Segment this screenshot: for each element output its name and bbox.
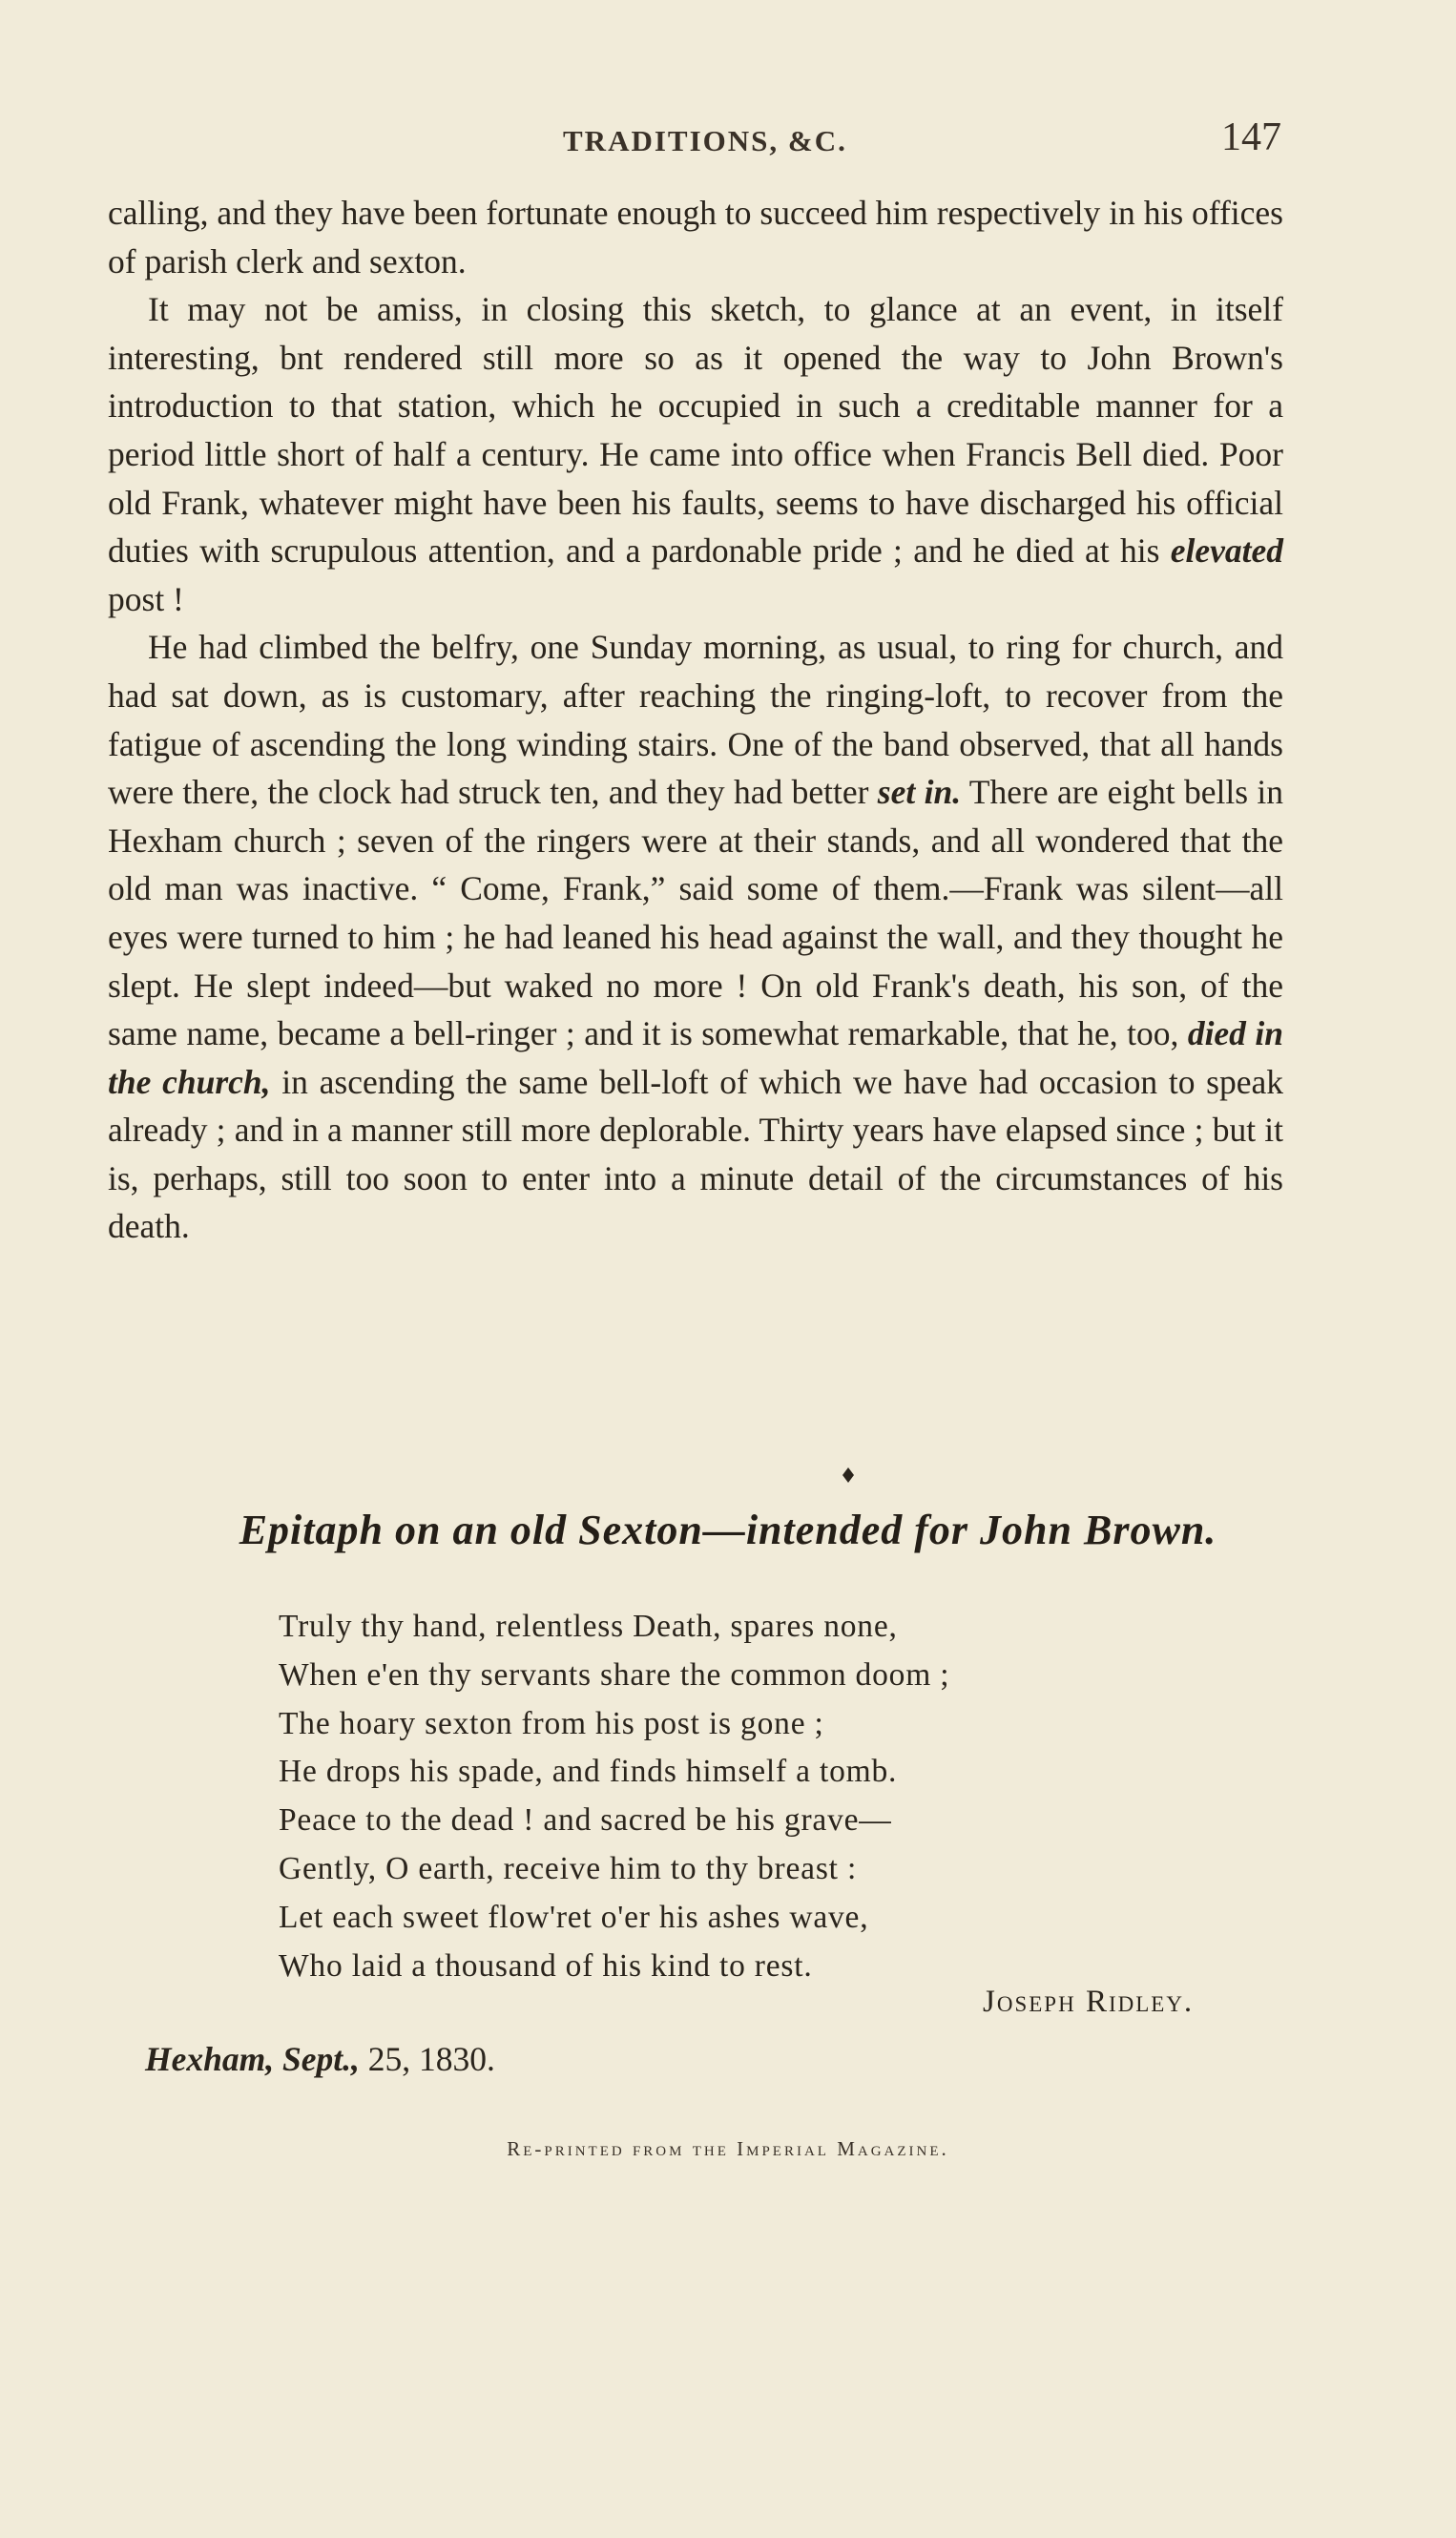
paragraph-3-seg3: in ascending the same bell-loft of which we have had occasion to speak already ; and in a manner still more deplorable. Thirty years have elapsed since ; but it is, perhaps, still too soon to enter into a minute detail of the circumstances of his death. bbox=[108, 1062, 1284, 1246]
dateline-month: Sept., bbox=[281, 2040, 360, 2078]
running-head: TRADITIONS, &C. bbox=[563, 124, 847, 157]
paragraph-2 bbox=[108, 285, 1283, 623]
page-header bbox=[0, 107, 1456, 164]
paragraph-3-seg2: There are eight bells in Hexham church ; seven of the ringers were at their stands, and all wondered that the old man was inactive. “ Come, Frank,” said some of them.—Frank was silent—all eyes were turned to him ; he had leaned his head against the wall, and they thought he slept. He slept indeed—but waked no more ! On old Frank's death, his son, of the same name, became a bell-ringer ; and it is somewhat remarkable, that he, too, bbox=[108, 773, 1284, 1053]
page-number: 147 bbox=[1221, 115, 1281, 159]
poem-line: Let each sweet flow'ret o'er his ashes wave, bbox=[279, 1899, 869, 1935]
poem-line: He drops his spade, and finds himself a tomb. bbox=[279, 1754, 898, 1790]
poem-title: Epitaph on an old Sexton—intended for John Brown. bbox=[239, 1507, 1217, 1553]
poem-line: Who laid a thousand of his kind to rest. bbox=[279, 1947, 813, 1984]
dateline bbox=[145, 2039, 495, 2079]
paragraph-1: calling, and they have been fortunate enough to succeed him respectively in his offices of parish clerk and sexton. bbox=[108, 194, 1283, 281]
paragraph-2-italic: elevated bbox=[1170, 531, 1284, 571]
dateline-place: Hexham, bbox=[145, 2040, 275, 2078]
dateline-rest: 25, 1830. bbox=[359, 2040, 495, 2078]
body-text bbox=[108, 189, 1283, 1251]
paragraph-3-seg1: He had climbed the belfry, one Sunday morning, as usual, to ring for church, and had sat down, as is customary, after reaching the ringing-loft, to recover from the fatigue of ascending the long winding stairs. One of the band observed, that all hands were there, the clock had struck ten, and they had better bbox=[108, 628, 1283, 812]
poem bbox=[279, 1603, 1233, 1990]
paragraph-3-italic2: died in the church, bbox=[108, 1014, 1283, 1101]
poem-signature: Joseph Ridley. bbox=[983, 1985, 1195, 2019]
poem-line: The hoary sexton from his post is gone ; bbox=[279, 1705, 824, 1741]
poem-line: Peace to the dead ! and sacred be his grave— bbox=[279, 1802, 892, 1839]
ornament-dot bbox=[842, 1467, 854, 1483]
paragraph-2-text: It may not be amiss, in closing this sketch, to glance at an event, in itself interesting, bnt rendered still more so as it opened the way to John Brown's introduction to that station, which he occupied in such a creditable manner for a period little short of half a century. He came into office when Francis Bell died. Poor old Frank, whatever might have been his faults, seems to have discharged his official duties with scrupulous attention, and a pardonable pride ; and he died at his bbox=[108, 290, 1283, 571]
paragraph-3-italic1: set in. bbox=[877, 773, 962, 812]
paragraph-3 bbox=[108, 623, 1283, 1251]
paragraph-2-tail: post ! bbox=[108, 579, 184, 618]
poem-line: Truly thy hand, relentless Death, spares none, bbox=[279, 1609, 898, 1644]
poem-line: When e'en thy servants share the common doom ; bbox=[279, 1656, 950, 1693]
poem-line: Gently, O earth, receive him to thy breast : bbox=[279, 1850, 858, 1886]
reprint-note: Re-printed from the Imperial Magazine. bbox=[507, 2137, 949, 2160]
